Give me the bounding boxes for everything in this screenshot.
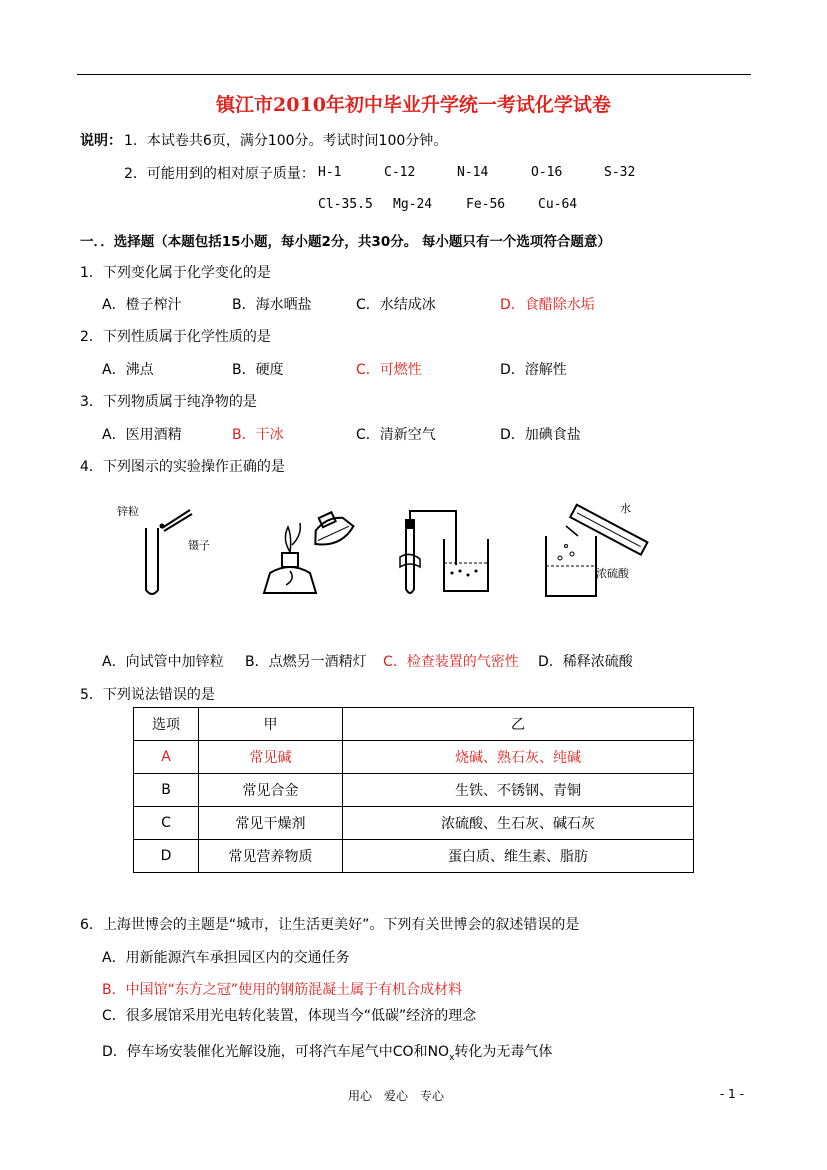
q1-option-b: B．海水晒盐 (232, 297, 312, 313)
q6-option-d-subscript: x (449, 1052, 455, 1063)
table-cell: B (134, 774, 199, 807)
top-rule (77, 74, 751, 75)
mass-cl: Cl-35.5 (318, 197, 373, 212)
q3-option-d: D．加碘食盐 (500, 427, 581, 443)
question-4-stem: 4．下列图示的实验操作正确的是 (80, 459, 285, 475)
q1-option-d-answer: D．食醋除水垢 (500, 297, 595, 313)
q4-option-b: B．点燃另一酒精灯 (245, 654, 367, 670)
label-acid: 浓硫酸 (596, 567, 629, 580)
mass-c: C-12 (384, 165, 416, 180)
table-cell: 烧碱、熟石灰、纯碱 (343, 741, 694, 774)
q1-option-c: C．水结成冰 (356, 297, 436, 313)
question-1-stem: 1．下列变化属于化学变化的是 (80, 265, 271, 281)
q6-option-d-text: D．停车场安装催化光解设施，可将汽车尾气中CO和NO (102, 1044, 450, 1060)
header-jia: 甲 (199, 708, 343, 741)
label-zinc: 锌粒 (117, 505, 139, 518)
q5-table (133, 707, 694, 873)
q3-option-b-answer: B．干冰 (232, 427, 284, 443)
q6-option-a: A．用新能源汽车承担园区内的交通任务 (102, 950, 350, 966)
notes-label: 说明： (80, 133, 122, 149)
notes-line1: 1．本试卷共6页，满分100分。考试时间100分钟。 (124, 133, 448, 149)
question-3-stem: 3．下列物质属于纯净物的是 (80, 394, 257, 410)
q6-option-c: C．很多展馆采用光电转化装置，体现当今“低碳”经济的理念 (102, 1008, 477, 1024)
figure-c-airtightness (392, 505, 502, 605)
q6-option-d (102, 1041, 552, 1063)
q4-option-c-answer: C．检查装置的气密性 (383, 654, 519, 670)
table-row (134, 840, 694, 873)
q2-option-d: D．溶解性 (500, 362, 567, 378)
mass-mg: Mg-24 (393, 197, 433, 212)
header-option: 选项 (134, 708, 199, 741)
table-cell: 常见碱 (199, 741, 343, 774)
table-cell: 常见营养物质 (199, 840, 343, 873)
table-header-row (134, 708, 694, 741)
table-row (134, 774, 694, 807)
figure-d-dilute-acid (534, 496, 654, 606)
table-cell: 生铁、不锈钢、青铜 (343, 774, 694, 807)
page-title: 镇江市2010年初中毕业升学统一考试化学试卷 (216, 94, 611, 116)
table-cell: C (134, 807, 199, 840)
q4-option-a: A．向试管中加锌粒 (102, 654, 224, 670)
q2-option-b: B．硬度 (232, 362, 284, 378)
table-cell: 常见干燥剂 (199, 807, 343, 840)
mass-cu: Cu-64 (538, 197, 578, 212)
page-number: - 1 - (720, 1087, 744, 1101)
question-2-stem: 2．下列性质属于化学性质的是 (80, 329, 271, 345)
table-cell: 蛋白质、维生素、脂肪 (343, 840, 694, 873)
mass-s: S-32 (604, 165, 636, 180)
q2-option-c-answer: C．可燃性 (356, 362, 422, 378)
table-cell: D (134, 840, 199, 873)
mass-n: N-14 (457, 165, 489, 180)
question-6-stem: 6．上海世博会的主题是“城市，让生活更美好”。下列有关世博会的叙述错误的是 (80, 917, 580, 933)
q3-option-c: C．清新空气 (356, 427, 436, 443)
notes-line2: 2．可能用到的相对原子质量： (124, 166, 315, 182)
label-water: 水 (620, 502, 631, 515)
footer-motto: 用心 爱心 专心 (348, 1089, 445, 1103)
header-yi: 乙 (343, 708, 694, 741)
table-row-answer (134, 741, 694, 774)
q6-option-d-text-end: 转化为无毒气体 (454, 1044, 553, 1060)
section-heading: 一．．选择题（本题包括15小题，每小题2分，共30分。 每小题只有一个选项符合题意） (80, 234, 611, 250)
table-cell: 浓硫酸、生石灰、碱石灰 (343, 807, 694, 840)
table-cell: A (134, 741, 199, 774)
label-tweezers: 镊子 (188, 539, 210, 552)
question-5-stem: 5．下列说法错误的是 (80, 687, 215, 703)
q6-option-b-answer: B．中国馆“东方之冠”使用的钢筋混凝土属于有机合成材料 (102, 982, 463, 998)
table-row (134, 807, 694, 840)
table-cell: 常见合金 (199, 774, 343, 807)
mass-o: O-16 (531, 165, 563, 180)
mass-fe: Fe-56 (466, 197, 506, 212)
q2-option-a: A．沸点 (102, 362, 154, 378)
q3-option-a: A．医用酒精 (102, 427, 182, 443)
figure-b-alcohol-lamps (256, 505, 366, 605)
q4-option-d: D．稀释浓硫酸 (538, 654, 633, 670)
mass-h: H-1 (318, 165, 342, 180)
q1-option-a: A．橙子榨汁 (102, 297, 182, 313)
